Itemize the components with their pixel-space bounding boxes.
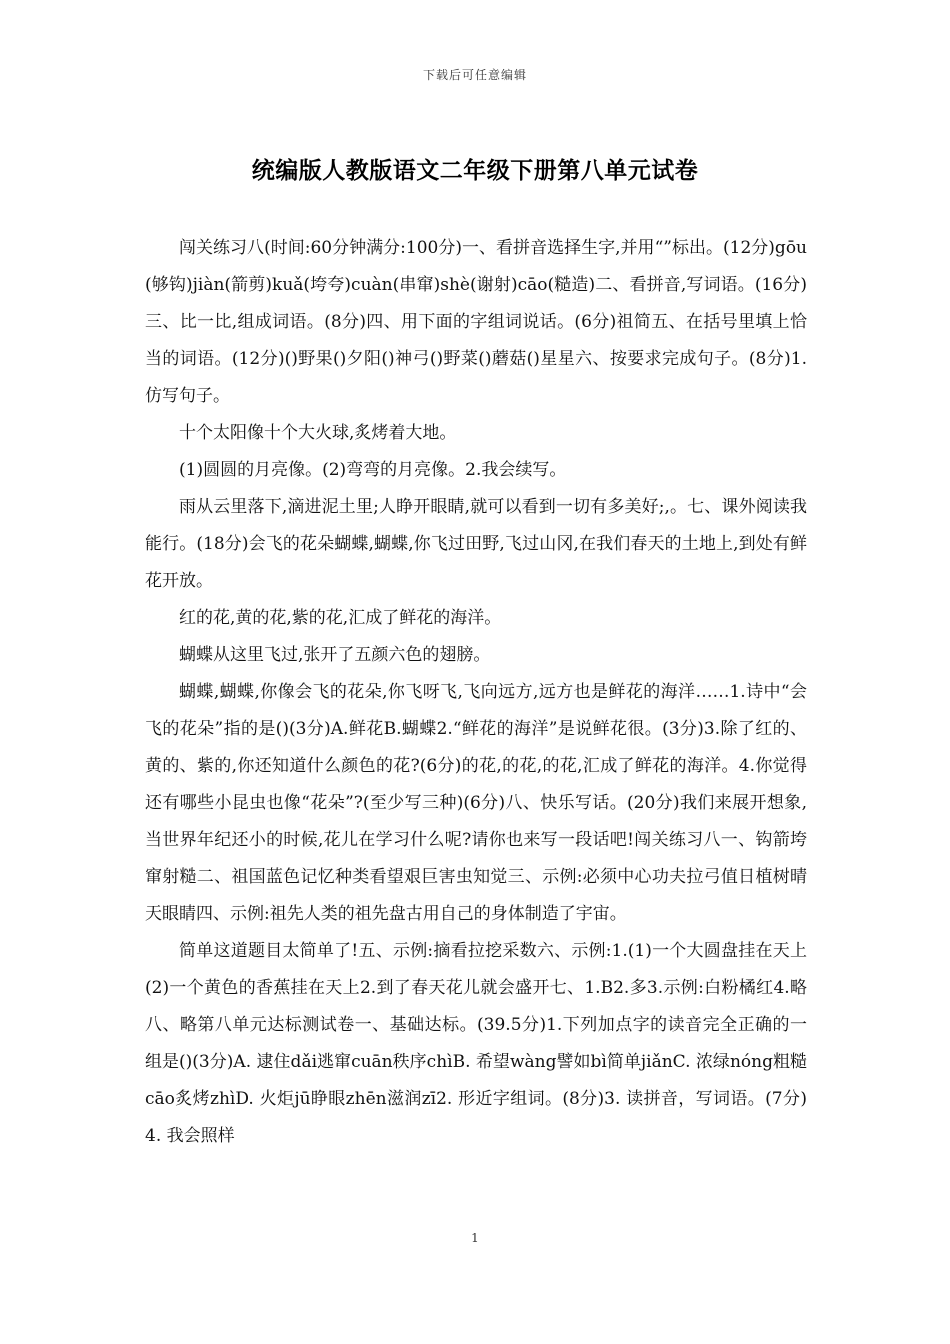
paragraph: 红的花,黄的花,紫的花,汇成了鲜花的海洋。 xyxy=(179,608,502,628)
document-title: 统编版人教版语文二年级下册第八单元试卷 xyxy=(251,157,699,184)
page-header-note: 下载后可任意编辑 xyxy=(422,68,527,82)
paragraph: 蝴蝶从这里飞过,张开了五颜六色的翅膀。 xyxy=(179,645,491,665)
paragraph: 十个太阳像十个大火球,炙烤着大地。 xyxy=(179,423,457,443)
document-body xyxy=(145,230,807,1155)
paragraph: (1)圆圆的月亮像。(2)弯弯的月亮像。2.我会续写。 xyxy=(179,460,567,480)
paragraph: 简单这道题目太简单了!五、示例:摘看拉挖采数六、示例:1.(1)一个大圆盘挂在天上(2)一个黄色的香蕉挂在天上2.到了春天花儿就会盛开七、1.B2.多3.示例:白粉橘红4.略八、略第八单元达标测试卷一、基础达标。(39.5分)1.下列加点字的读音完全正确的一组是()(3分)A. 逮住dǎi逃窜cuān秩序chìB. 希望wàng譬如bì简单jiǎnC. 浓绿nóng粗糙cāo炙烤zhìD. 火炬jū睁眼zhēn滋润zī2. 形近字组词。(8分)3. 读拼音，写词语。(7分)4. 我会照样 xyxy=(145,941,807,1146)
page-number: 1 xyxy=(471,1231,479,1245)
paragraph: 雨从云里落下,滴进泥土里;人睁开眼睛,就可以看到一切有多美好;,。七、课外阅读我能行。(18分)会飞的花朵蝴蝶,蝴蝶,你飞过田野,飞过山冈,在我们春天的土地上,到处有鲜花开放。 xyxy=(145,497,807,591)
paragraph: 闯关练习八(时间:60分钟满分:100分)一、看拼音选择生字,并用“”标出。(12分)gōu(够钩)jiàn(箭剪)kuǎ(垮夸)cuàn(串窜)shè(谢射)cāo(糙造)二、看拼音,写词语。(16分)三、比一比,组成词语。(8分)四、用下面的字组词说话。(6分)祖简五、在括号里填上恰当的词语。(12分)()野果()夕阳()神弓()野菜()蘑菇()星星六、按要求完成句子。(8分)1.仿写句子。 xyxy=(145,238,807,406)
paragraph: 蝴蝶,蝴蝶,你像会飞的花朵,你飞呀飞,飞向远方,远方也是鲜花的海洋……1.诗中“会飞的花朵”指的是()(3分)A.鲜花B.蝴蝶2.“鲜花的海洋”是说鲜花很。(3分)3.除了红的、黄的、紫的,你还知道什么颜色的花?(6分)的花,的花,的花,汇成了鲜花的海洋。4.你觉得还有哪些小昆虫也像“花朵”?(至少写三种)(6分)八、快乐写话。(20分)我们来展开想象,当世界年纪还小的时候,花儿在学习什么呢?请你也来写一段话吧!闯关练习八一、钩箭垮窜射糙二、祖国蓝色记忆种类看望艰巨害虫知觉三、示例:必须中心功夫拉弓值日植树晴天眼睛四、示例:祖先人类的祖先盘古用自己的身体制造了宇宙。 xyxy=(145,682,807,924)
